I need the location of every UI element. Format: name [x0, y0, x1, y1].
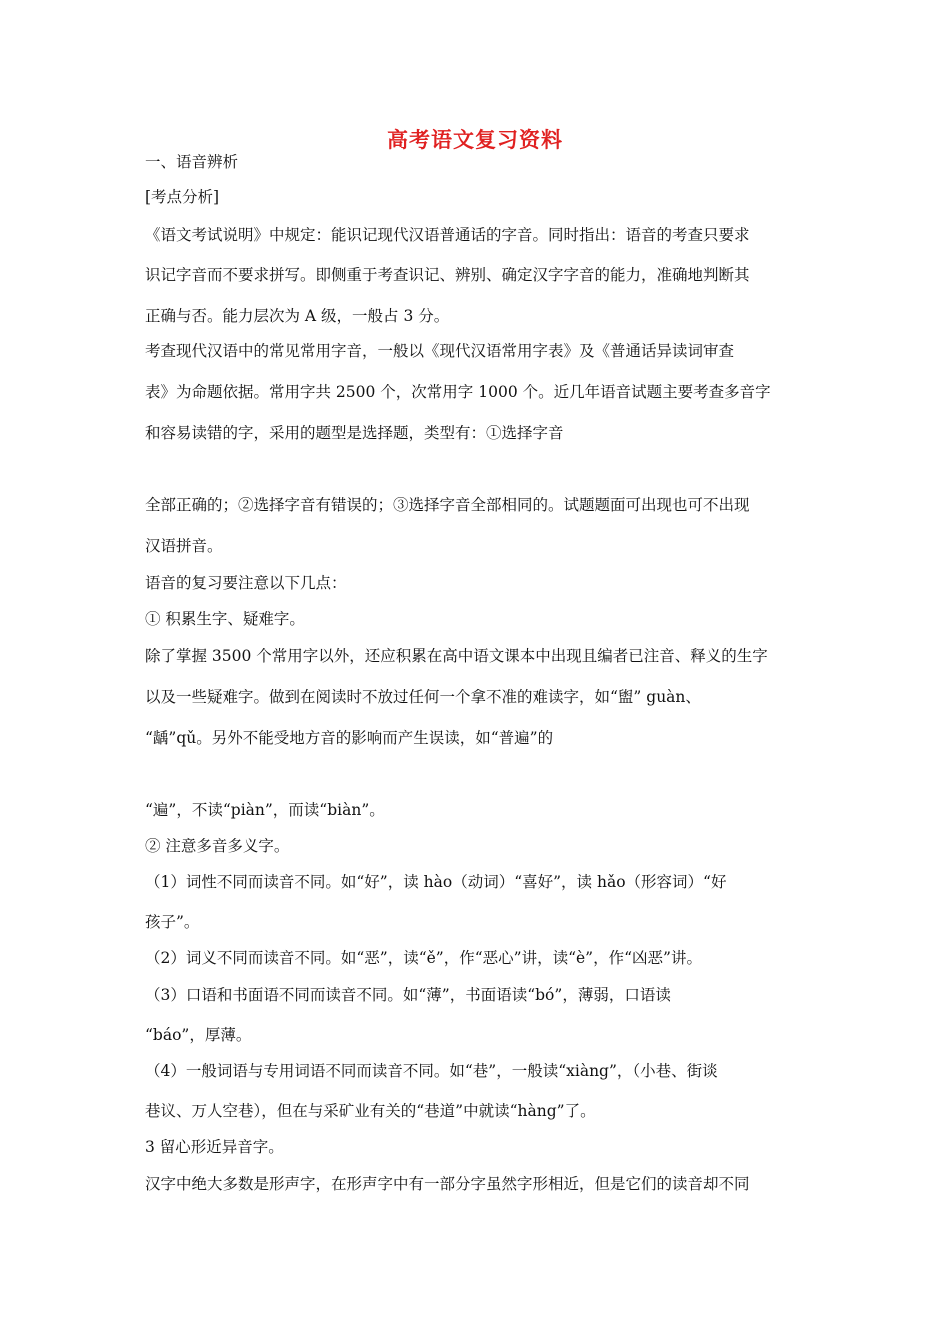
paragraph-line: （1）词性不同而读音不同。如“好”，读 hào（动词）“喜好”，读 hǎo（形容词）“好: [145, 873, 727, 891]
paragraph-line: 以及一些疑难字。做到在阅读时不放过任何一个拿不准的难读字，如“盥” guàn、: [145, 688, 701, 706]
list-item-heading: ② 注意多音多义字。: [145, 837, 290, 855]
section-heading: 一、语音辨析: [145, 153, 239, 171]
paragraph-line: 全部正确的；②选择字音有错误的；③选择字音全部相同的。试题题面可出现也可不出现: [145, 496, 750, 514]
paragraph-line: （3）口语和书面语不同而读音不同。如“薄”，书面语读“bó”，薄弱，口语读: [145, 986, 671, 1004]
list-item-heading: ① 积累生字、疑难字。: [145, 610, 305, 628]
paragraph-line: “龋”qǔ。另外不能受地方音的影响而产生误读，如“普遍”的: [145, 729, 554, 747]
paragraph-line: 表》为命题依据。常用字共 2500 个，次常用字 1000 个。近几年语音试题主要考查多音字: [145, 383, 771, 401]
subsection-heading: [考点分析]: [145, 188, 220, 206]
paragraph-line: （4）一般词语与专用词语不同而读音不同。如“巷”，一般读“xiàng”，（小巷、街谈: [145, 1062, 718, 1080]
paragraph-line: 考查现代汉语中的常见常用字音，一般以《现代汉语常用字表》及《普通话异读词审查: [145, 342, 735, 360]
paragraph-line: 除了掌握 3500 个常用字以外，还应积累在高中语文课本中出现且编者已注音、释义的生字: [145, 647, 768, 665]
paragraph-line: “báo”，厚薄。: [145, 1026, 252, 1044]
paragraph-line: （2）词义不同而读音不同。如“恶”，读“ě”，作“恶心”讲，读“è”，作“凶恶”讲。: [145, 949, 702, 967]
paragraph-line: 汉语拼音。: [145, 537, 223, 555]
paragraph-line: 巷议、万人空巷），但在与采矿业有关的“巷道”中就读“hàng”了。: [145, 1102, 596, 1120]
paragraph-line: 《语文考试说明》中规定：能识记现代汉语普通话的字音。同时指出：语音的考查只要求: [145, 226, 750, 244]
paragraph-line: 正确与否。能力层次为 A 级，一般占 3 分。: [145, 307, 450, 325]
document-title: 高考语文复习资料: [387, 127, 563, 152]
paragraph-line: 语音的复习要注意以下几点：: [145, 574, 347, 592]
paragraph-line: 孩子”。: [145, 913, 200, 931]
list-item-heading: 3 留心形近异音字。: [145, 1138, 284, 1156]
paragraph-line: “遍”，不读“piàn”，而读“biàn”。: [145, 801, 385, 819]
paragraph-line: 和容易读错的字，采用的题型是选择题，类型有：①选择字音: [145, 424, 564, 442]
paragraph-line: 汉字中绝大多数是形声字，在形声字中有一部分字虽然字形相近，但是它们的读音却不同: [145, 1175, 750, 1193]
paragraph-line: 识记字音而不要求拼写。即侧重于考查识记、辨别、确定汉字字音的能力，准确地判断其: [145, 266, 750, 284]
